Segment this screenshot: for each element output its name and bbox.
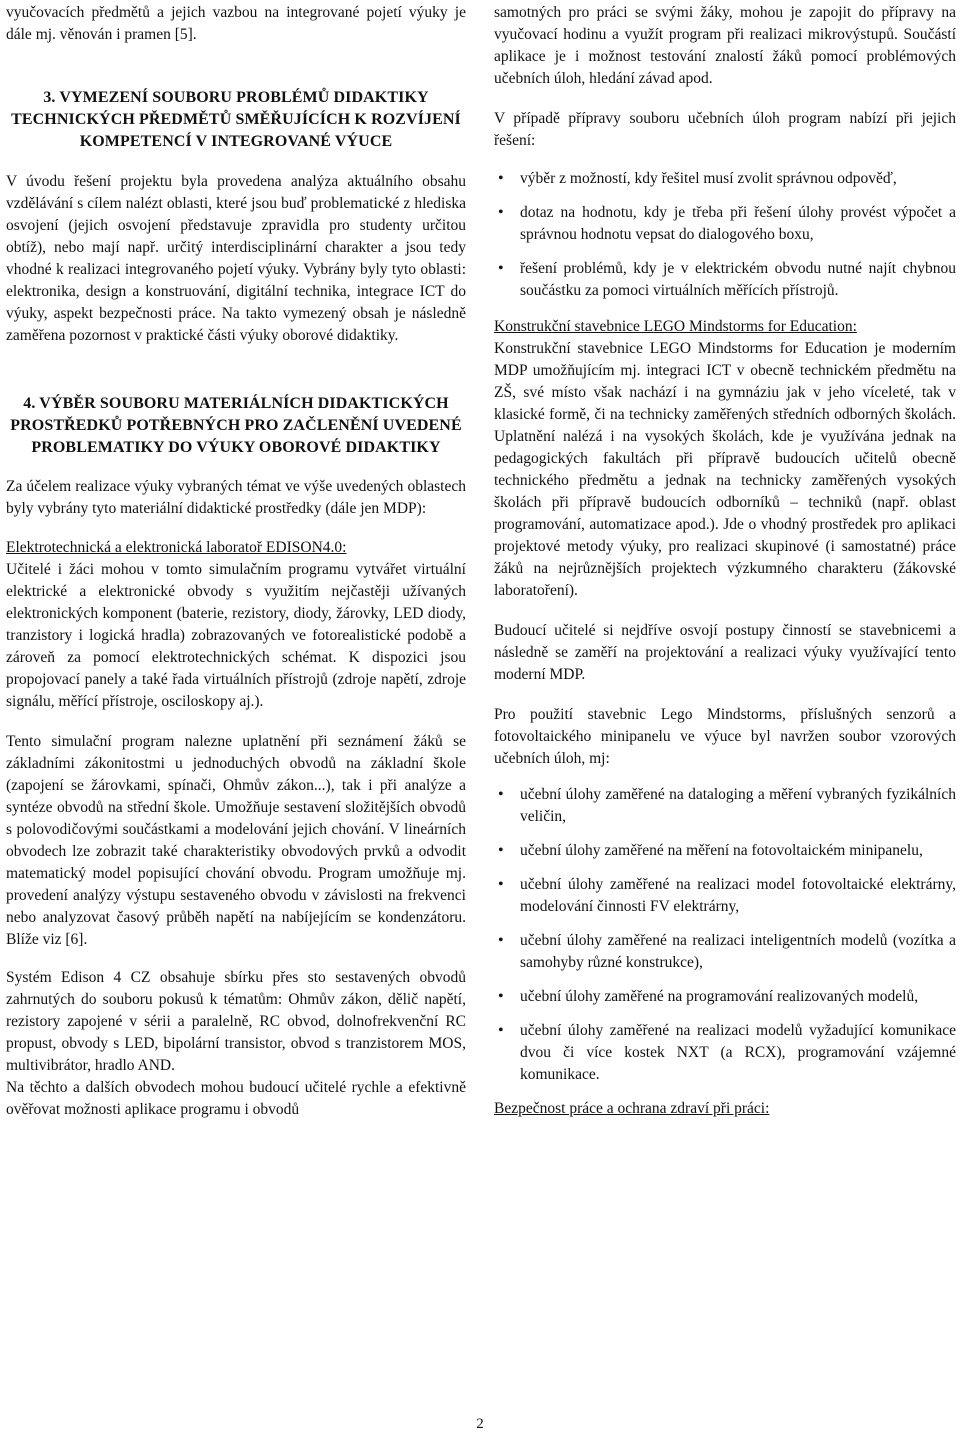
list-item: [494, 874, 956, 918]
lego-heading: Konstrukční stavebnice LEGO Mindstorms for Education:: [494, 318, 857, 335]
lego-paragraph-3: Pro použití stavebnic Lego Mindstorms, příslušných senzorů a fotovoltaického minipanelu ve výuce byl navržen soubor vzorových učebních úloh, mj:: [494, 706, 956, 767]
list-item: [494, 784, 956, 828]
preparation-intro: V případě přípravy souboru učebních úloh program nabízí při jejich řešení:: [494, 110, 956, 149]
list-item: [494, 840, 956, 862]
list-item-text: • učební úlohy zaměřené na realizaci model fotovoltaické elektrárny, modelování činnosti FV elektrárny,: [520, 876, 956, 915]
preparation-bullet-list: [494, 168, 956, 302]
edison-paragraph-1: Učitelé i žáci mohou v tomto simulačním programu vytvářet virtuální elektrické a elektronické obvody s využitím nejčastěji užívaných elektronických komponent (baterie, rezistory, diody, žárovky, LED diody, tranzistory i logická hradla) zobrazovaných ve fotorealistické podobě a zároveň za pomocí elektrotechnických schémat. K dispozici jsou propojovací panely a také řada virtuálních přístrojů (zdroje napětí, zdroje signálu, měřící přístroje, osciloskopy aj.).: [6, 561, 466, 710]
list-item-text: • učební úlohy zaměřené na programování realizovaných modelů,: [520, 988, 919, 1005]
intro-paragraph: vyučovacích předmětů a jejich vazbou na integrované pojetí výuky je dále mj. věnován i pramen [5].: [6, 4, 466, 43]
list-item-text: • učební úlohy zaměřené na realizaci inteligentních modelů (vozítka a samohyby různé konstrukce),: [520, 932, 956, 971]
left-column: [6, 0, 466, 1121]
right-column: [494, 0, 956, 1120]
safety-heading: Bezpečnost práce a ochrana zdraví při práci:: [494, 1100, 770, 1117]
edison-heading: Elektrotechnická a elektronická laboratoř EDISON4.0:: [6, 539, 347, 556]
list-item-text: • dotaz na hodnotu, kdy je třeba při řešení úlohy provést výpočet a správnou hodnotu vepsat do dialogového boxu,: [520, 204, 956, 243]
edison-paragraph-4: Na těchto a dalších obvodech mohou budoucí učitelé rychle a efektivně ověřovat možnosti aplikace programu i obvodů: [6, 1079, 466, 1118]
list-item-text: • učební úlohy zaměřené na měření na fotovoltaickém minipanelu,: [520, 842, 923, 859]
continuation-paragraph: samotných pro práci se svými žáky, mohou je zapojit do přípravy na vyučovací hodinu a využít program při realizaci mikrovýstupů. Součástí aplikace je i možnost testování znalostí žáků pomocí problémových učebních úloh, hledání závad apod.: [494, 4, 956, 87]
list-item-text: • řešení problémů, kdy je v elektrickém obvodu nutné najít chybnou součástku za pomoci virtuálních měřících přístrojů.: [520, 260, 956, 299]
lego-tasks-bullet-list: [494, 784, 956, 1086]
list-item-text: • učební úlohy zaměřené na realizaci modelů vyžadující komunikace dvou či více kostek NXT (a RCX), programování vzájemné komunikace.: [520, 1022, 956, 1083]
list-item: [494, 202, 956, 246]
lego-paragraph-2: Budoucí učitelé si nejdříve osvojí postupy činností se stavebnicemi a následně se zaměří na projektování a realizaci výuky využívající tento moderní MDP.: [494, 622, 956, 683]
edison-paragraph-2: Tento simulační program nalezne uplatnění při seznámení žáků se základními zákonitostmi u jednoduchých obvodů na základní škole (zapojení se žárovkami, spínači, Ohmův zákon...), tak i při analýze a syntéze obvodů na střední škole. Umožňuje sestavení složitějších obvodů s polovodičovými součástkami a modelování jejich chování. V lineárních obvodech lze zobrazit také charakteristiky obvodových prvků a odvodit matematický model popisující chování obvodu. Program umožňuje mj. provedení analýzy výstupu sestaveného obvodu v závislosti na frekvenci nebo analyzovat časový průběh napětí na nabíjejícím se kondenzátoru. Blíže viz [6].: [6, 733, 466, 948]
section-4-paragraph: Za účelem realizace výuky vybraných témat ve výše uvedených oblastech byly vybrány tyto materiální didaktické prostředky (dále jen MDP):: [6, 478, 466, 517]
page-number: 2: [476, 1416, 484, 1432]
list-item-text: • učební úlohy zaměřené na dataloging a měření vybraných fyzikálních veličin,: [520, 786, 956, 825]
list-item: [494, 1020, 956, 1086]
list-item: [494, 930, 956, 974]
section-4-heading: 4. VÝBĚR SOUBORU MATERIÁLNÍCH DIDAKTICKÝCH PROSTŘEDKŮ POTŘEBNÝCH PRO ZAČLENĚNÍ UVEDENÉ PROBLEMATIKY DO VÝUKY OBOROVÉ DIDAKTIKY: [10, 395, 462, 456]
list-item: [494, 986, 956, 1008]
lego-paragraph-1: Konstrukční stavebnice LEGO Mindstorms for Education je moderním MDP umožňujícím mj. integraci ICT v obecně technickém předmětu na ZŠ, své místo však nachází i na gymnáziu jak v jeho víceleté, tak v klasické formě, či na technicky zaměřených středních odborných školách. Uplatnění nalézá i na vysokých školách, kde je využívána jednak na pedagogických fakultách při přípravě budoucích učitelů obecně technického předmětu a jednak na technicky zaměřených vysokých školách při přípravě budoucích odborníků – techniků (např. oblast programování, automatizace apod.). Jde o vhodný prostředek pro aplikaci projektové metody výuky, pro realizaci skupinové (i samostatné) práce žáků na nejrůznějších projektech výzkumného charakteru (žákovské laboratoření).: [494, 340, 956, 599]
list-item-text: • výběr z možností, kdy řešitel musí zvolit správnou odpověď,: [520, 170, 897, 187]
section-3-heading: 3. VYMEZENÍ SOUBORU PROBLÉMŮ DIDAKTIKY TECHNICKÝCH PŘEDMĚTŮ SMĚŘUJÍCÍCH K ROZVÍJENÍ KOMPETENCÍ V INTEGROVANÉ VÝUCE: [11, 89, 461, 150]
edison-paragraph-3: Systém Edison 4 CZ obsahuje sbírku přes sto sestavených obvodů zahrnutých do souboru pokusů k tématům: Ohmův zákon, dělič napětí, rezistory zapojené v sérii a paralelně, RC obvod, dolnofrekvenční RC propust, obvody s LED, bipolární transistor, obvod s tranzistorem MOS, multivibrátor, hradlo AND.: [6, 969, 466, 1074]
list-item: [494, 258, 956, 302]
list-item: [494, 168, 956, 190]
section-3-paragraph: V úvodu řešení projektu byla provedena analýza aktuálního obsahu vzdělávání s cílem nalézt oblasti, které jsou buď problematické z hlediska osvojení (jejich osvojení představuje zpravidla pro studenty určitou obtíž), nebo mají např. určitý interdisciplinární charakter a jsou tedy vhodné k realizaci integrovaného pojetí výuky. Vybrány byly tyto oblasti: elektronika, design a konstruování, digitální technika, integrace ICT do výuky, aspekt bezpečnosti práce. Na takto vymezený obsah je následně zaměřena pozornost v praktické části výuky oborové didaktiky.: [6, 173, 466, 344]
